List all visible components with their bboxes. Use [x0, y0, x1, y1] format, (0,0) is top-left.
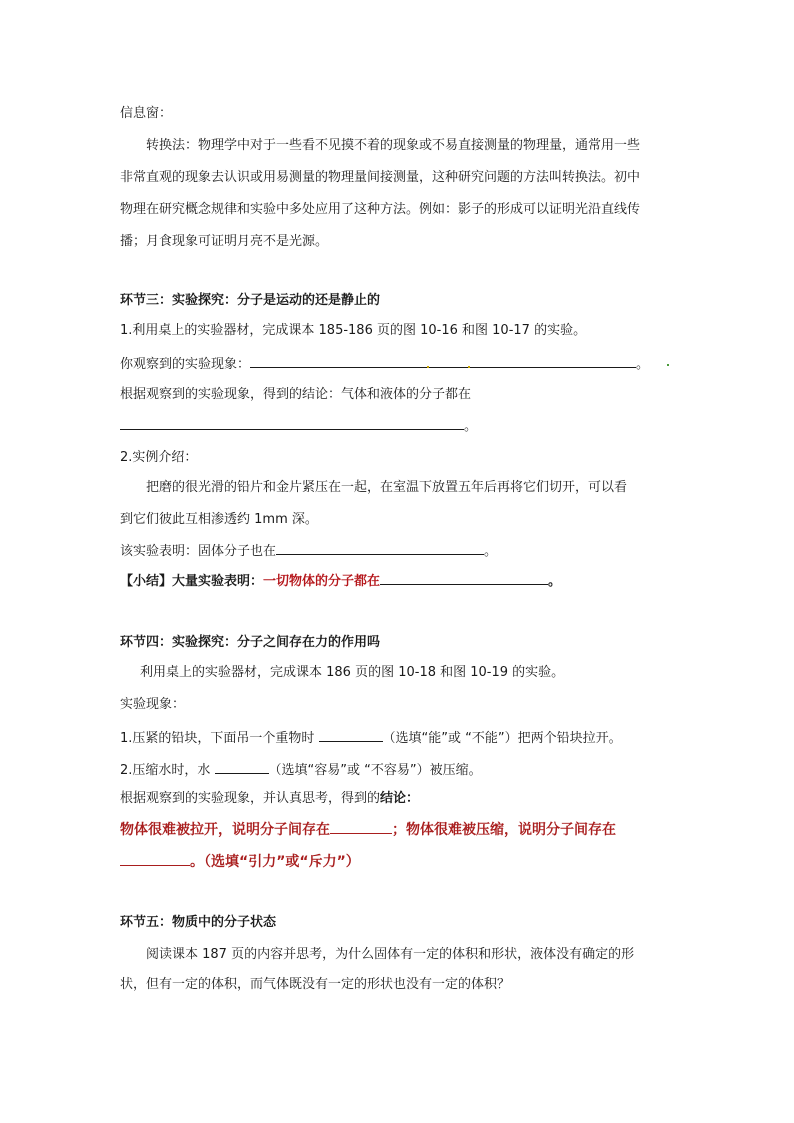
- force-question-part1: 物体很难被拉开，说明分子间存在: [120, 822, 330, 838]
- conclusion-word: 结论：: [380, 791, 420, 806]
- attraction-blank[interactable]: [330, 819, 392, 834]
- question1-tail: （选填“能”或 “不能”）把两个铅块拉开。: [382, 731, 622, 746]
- info-paragraph-line-4: 播；月食现象可证明月亮不是光源。: [120, 234, 329, 249]
- section4-phenomenon: 实验现象：: [120, 697, 186, 712]
- info-paragraph-line-1: 转换法：物理学中对于一些看不见摸不着的现象或不易直接测量的物理量，通常用一些: [146, 138, 641, 153]
- summary-red-text: 一切物体的分子都在: [263, 574, 381, 589]
- question1-blank[interactable]: [319, 727, 383, 742]
- info-paragraph-line-3: 物理在研究概念规律和实验中多处应用了这种方法。例如：影子的形成可以证明光沿直线传: [120, 202, 641, 217]
- section4-title: 环节四：实验探究：分子之间存在力的作用吗: [120, 635, 381, 650]
- observe-row: [120, 353, 649, 373]
- conclusion-blank[interactable]: [120, 415, 464, 430]
- decorative-dot: [468, 366, 470, 368]
- decorative-dot: [427, 366, 429, 368]
- info-heading: 信息窗：: [120, 106, 173, 121]
- conclusion-end: 。: [464, 419, 478, 434]
- question1-row: [120, 727, 622, 747]
- conclusion-label: 根据观察到的实验现象，得到的结论：气体和液体的分子都在: [120, 387, 472, 402]
- question2-lead: 2.压缩水时，水: [120, 763, 211, 778]
- section3-title: 环节三：实验探究：分子是运动的还是静止的: [120, 293, 381, 308]
- repulsion-blank[interactable]: [120, 851, 190, 866]
- summary-label: 【小结】大量实验表明：: [120, 574, 264, 589]
- force-question-part3: 。（选填“引力”或“斥力”）: [190, 854, 360, 870]
- section3-item1: 1.利用桌上的实验器材，完成课本 185-186 页的图 10-16 和图 10-17 的实验。: [120, 323, 587, 338]
- observe-end: 。: [636, 357, 650, 372]
- section5-paragraph-line-2: 状，但有一定的体积，而气体既没有一定的形状也没有一定的体积？: [120, 977, 511, 992]
- section3-item2: 2.实例介绍：: [120, 450, 198, 465]
- summary-blank[interactable]: [380, 570, 548, 585]
- observe-label: 你观察到的实验现象：: [120, 357, 251, 372]
- conclusion-lead-row: [120, 789, 419, 809]
- solid-label: 该实验表明：固体分子也在: [120, 544, 277, 559]
- force-question-row-2: [120, 851, 360, 871]
- summary-row: [120, 570, 561, 590]
- solid-blank[interactable]: [276, 540, 484, 555]
- conclusion-lead: 根据观察到的实验现象，并认真思考，得到的: [120, 791, 381, 806]
- observe-blank[interactable]: [250, 353, 636, 368]
- summary-end: 。: [548, 574, 562, 589]
- example-line-1: 把磨的很光滑的铅片和金片紧压在一起，在室温下放置五年后再将它们切开，可以看: [146, 480, 628, 495]
- question2-blank[interactable]: [215, 759, 269, 774]
- decorative-dot: [667, 364, 669, 366]
- question2-row: [120, 759, 482, 779]
- force-question-part2: ；物体很难被压缩，说明分子间存在: [392, 822, 616, 838]
- question2-tail: （选填“容易”或 “不容易”）被压缩。: [268, 763, 482, 778]
- section4-intro: 利用桌上的实验器材，完成课本 186 页的图 10-18 和图 10-19 的实验。: [140, 665, 565, 680]
- info-paragraph-line-2: 非常直观的现象去认识或用易测量的物理量间接测量，这种研究问题的方法叫转换法。初中: [120, 170, 641, 185]
- solid-row: [120, 540, 497, 560]
- example-line-2: 到它们彼此互相渗透约 1mm 深。: [120, 512, 318, 527]
- solid-end: 。: [484, 544, 498, 559]
- question1-lead: 1.压紧的铅块，下面吊一个重物时: [120, 731, 315, 746]
- force-question-row-1: [120, 819, 616, 839]
- conclusion-row: [120, 415, 477, 435]
- section5-title: 环节五：物质中的分子状态: [120, 915, 277, 930]
- section5-paragraph-line-1: 阅读课本 187 页的内容并思考，为什么固体有一定的体积和形状，液体没有确定的形: [146, 947, 635, 962]
